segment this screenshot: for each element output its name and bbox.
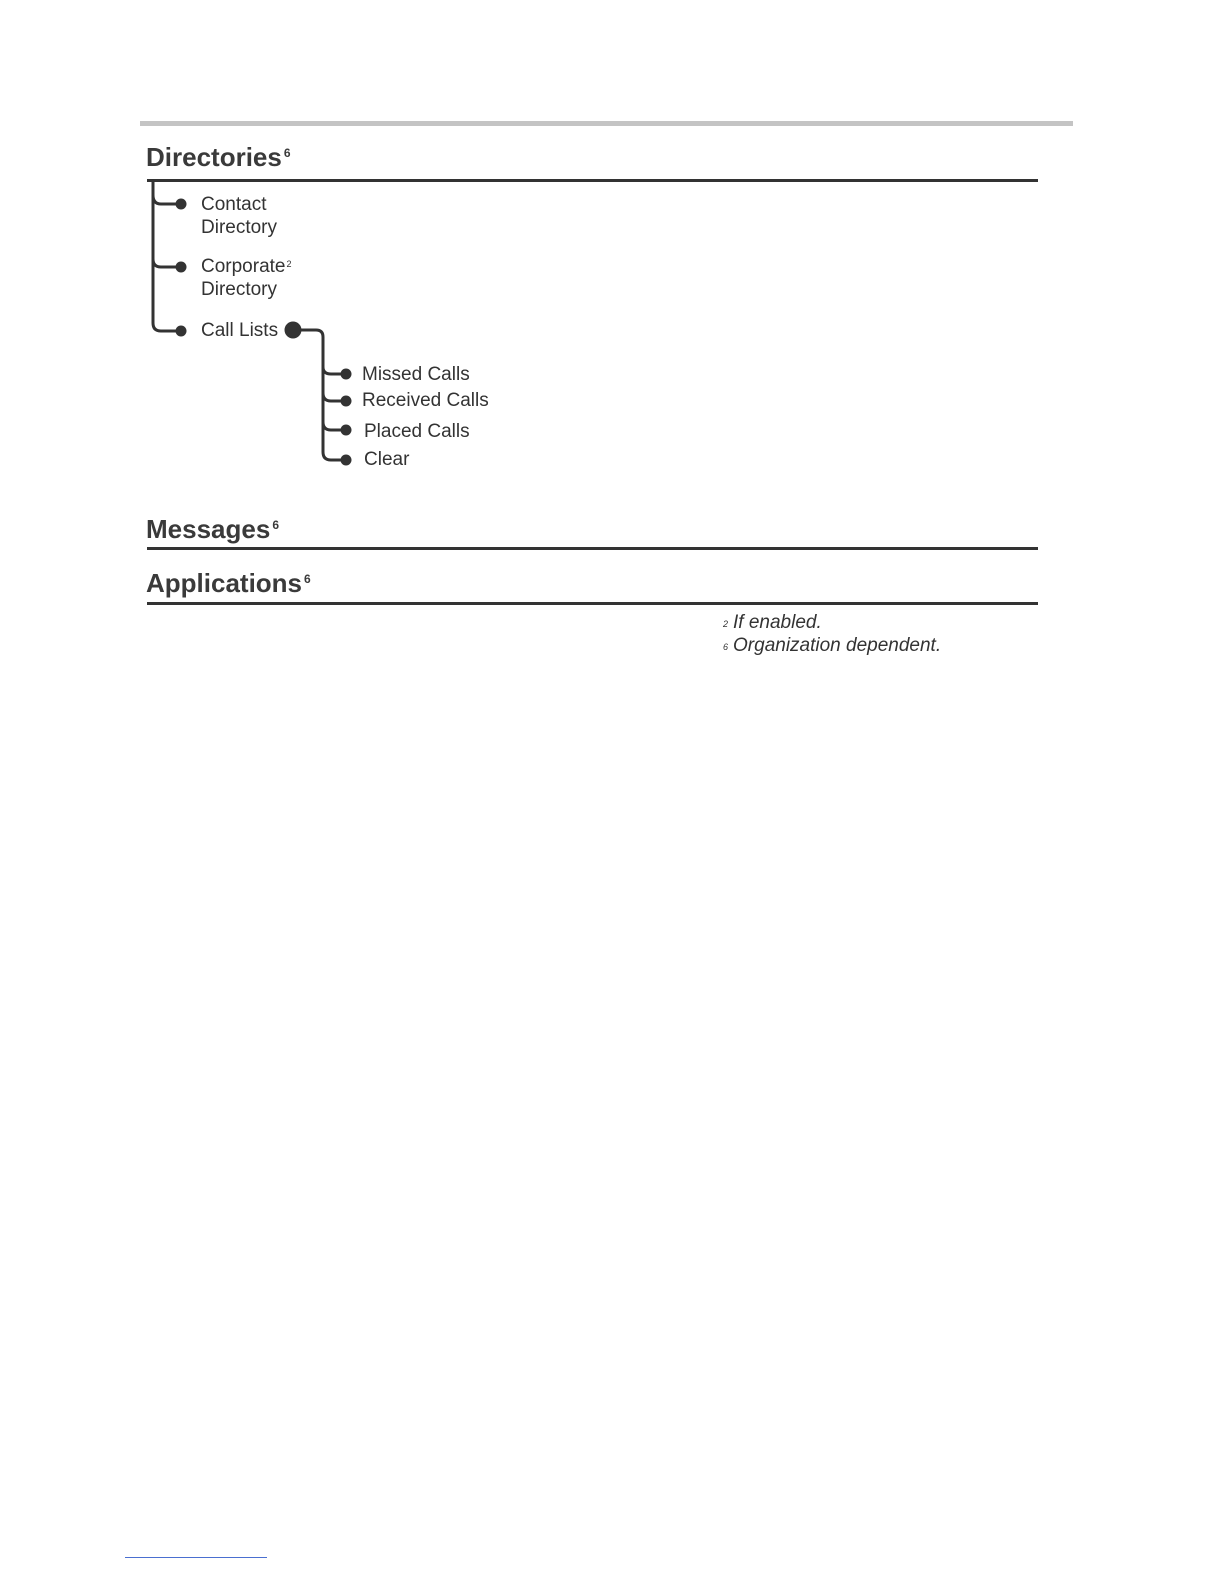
- corporate-directory-line2: Directory: [201, 279, 278, 300]
- corporate-bullet: [176, 262, 187, 273]
- call-lists-item[interactable]: Call Lists: [201, 320, 279, 341]
- received-calls-item[interactable]: Received Calls: [362, 390, 489, 411]
- footnote-2: [723, 611, 941, 634]
- received-calls-bullet: [341, 396, 352, 407]
- footnote-2-mark: 2: [723, 619, 729, 629]
- footnotes: [723, 611, 941, 657]
- contact-directory-item[interactable]: [201, 193, 277, 239]
- corporate-directory-item[interactable]: [201, 255, 292, 301]
- footnote-6-text: Organization dependent.: [733, 635, 942, 656]
- messages-title: Messages: [146, 514, 271, 544]
- applications-footnote-mark: 6: [304, 572, 311, 586]
- applications-rule: [147, 602, 1038, 605]
- call-lists-node: [285, 322, 302, 339]
- footnote-6: [723, 634, 941, 657]
- footnote-6-mark: 6: [723, 642, 729, 652]
- footnote-separator-line: [125, 1557, 267, 1558]
- contact-bullet: [176, 199, 187, 210]
- applications-title: Applications: [146, 568, 303, 598]
- corporate-footnote-mark: 2: [286, 259, 292, 269]
- missed-calls-item[interactable]: Missed Calls: [362, 364, 470, 385]
- clear-item[interactable]: Clear: [364, 449, 410, 470]
- applications-heading: [146, 568, 311, 598]
- messages-heading: [146, 514, 279, 544]
- corporate-directory-line1: Corporate: [201, 256, 286, 277]
- call-lists-bullet: [176, 326, 187, 337]
- menu-tree-connectors: [0, 0, 600, 500]
- contact-directory-line1: Contact: [201, 194, 267, 215]
- contact-directory-line2: Directory: [201, 217, 278, 238]
- messages-rule: [147, 547, 1038, 550]
- directories-footnote-mark: 6: [283, 146, 291, 160]
- clear-bullet: [341, 455, 352, 466]
- placed-calls-bullet: [341, 425, 352, 436]
- footnote-2-text: If enabled.: [733, 612, 822, 633]
- directories-title: Directories: [146, 142, 282, 172]
- missed-calls-bullet: [341, 369, 352, 380]
- messages-footnote-mark: 6: [272, 518, 279, 532]
- call-lists-connector-line: [293, 330, 346, 460]
- placed-calls-item[interactable]: Placed Calls: [364, 421, 470, 442]
